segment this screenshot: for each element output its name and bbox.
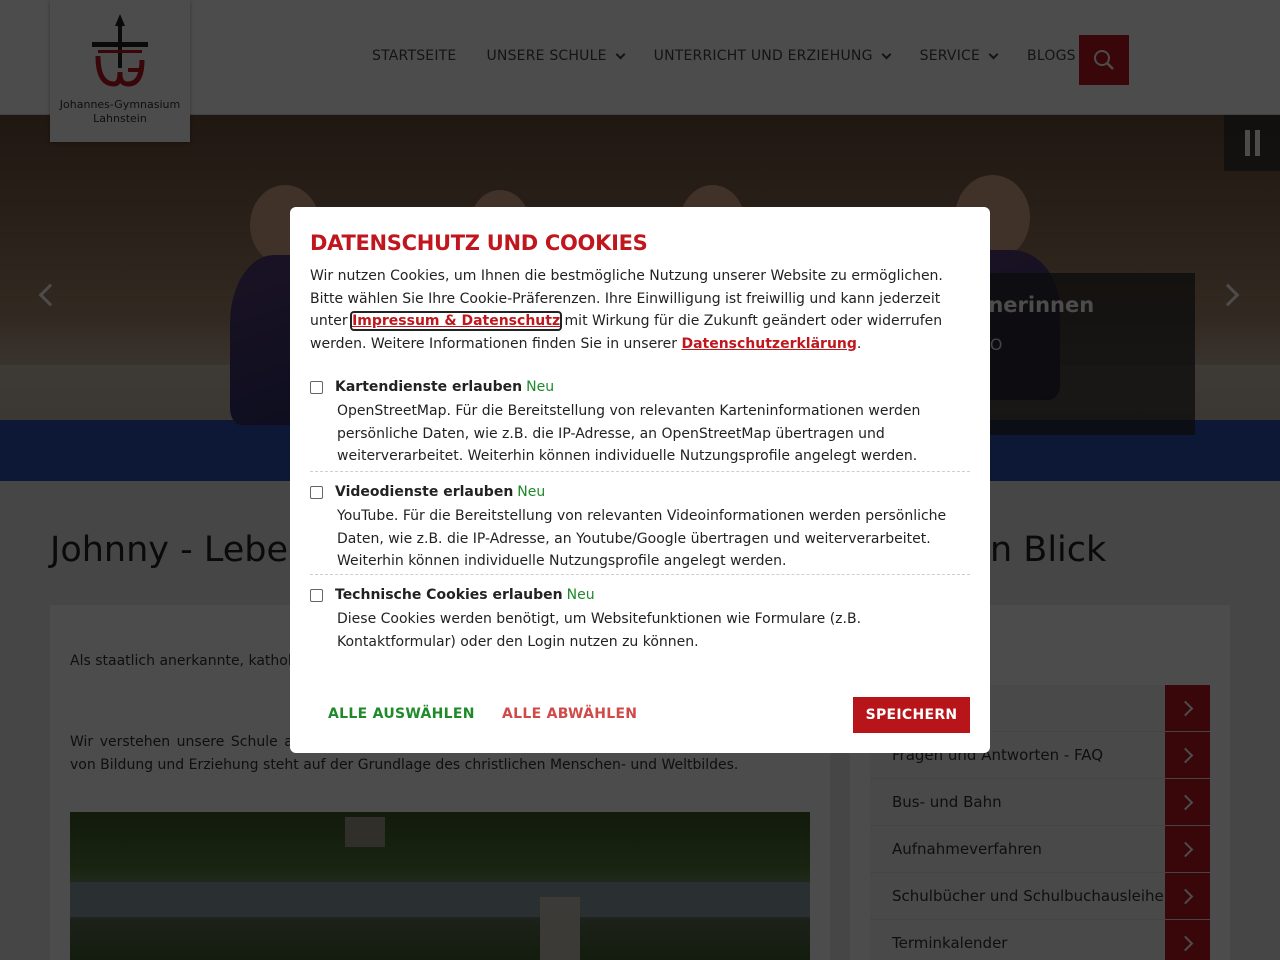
cookie-consent-dialog bbox=[290, 207, 990, 753]
cookie-dialog-intro: Wir nutzen Cookies, um Ihnen die bestmögliche Nutzung unserer Website zu ermöglichen. Bitte wählen Sie Ihre Cookie-Präferenzen. Ihre Einwilligung ist freiwillig und kann jederzeit unter Impressum & Datenschutz mit Wirkung für die Zukunft geändert oder widerrufen werden. Weitere Informationen finden Sie in unserer Datenschutzerklärung. bbox=[310, 268, 943, 352]
video-services-description: YouTube. Für die Bereitstellung von relevanten Videoinformationen werden persönliche Daten, wie z.B. die IP-Adresse, an Youtube/Google übertragen und weiterverarbeitet. Weiterhin können individuelle Nutzungsprofile angelegt werden. bbox=[337, 508, 947, 569]
impressum-datenschutz-link[interactable]: Impressum & Datenschutz bbox=[352, 313, 561, 329]
new-badge: Neu bbox=[517, 484, 546, 500]
video-services-checkbox[interactable] bbox=[310, 486, 323, 499]
select-all-button[interactable]: ALLE AUSWÄHLEN bbox=[328, 706, 475, 722]
technical-cookies-label[interactable]: Technische Cookies erlauben bbox=[335, 587, 563, 603]
cookie-dialog-title: DATENSCHUTZ UND COOKIES bbox=[310, 231, 648, 255]
map-services-description: OpenStreetMap. Für die Bereitstellung von relevanten Karteninformationen werden persönliche Daten, wie z.B. die IP-Adresse, an OpenStreetMap übertragen und weiterverarbeitet. Weiterhin können individuelle Nutzungsprofile angelegt werden. bbox=[337, 403, 921, 464]
datenschutzerklaerung-link[interactable]: Datenschutzerklärung bbox=[681, 335, 857, 352]
new-badge: Neu bbox=[566, 587, 595, 603]
cookie-option-map bbox=[310, 376, 970, 468]
deselect-all-button[interactable]: ALLE ABWÄHLEN bbox=[502, 706, 638, 722]
video-services-label[interactable]: Videodienste erlauben bbox=[335, 484, 514, 500]
cookie-option-video bbox=[310, 471, 970, 573]
map-services-label[interactable]: Kartendienste erlauben bbox=[335, 379, 523, 395]
cookie-option-technical bbox=[310, 574, 970, 653]
new-badge: Neu bbox=[526, 379, 555, 395]
map-services-checkbox[interactable] bbox=[310, 381, 323, 394]
technical-cookies-checkbox[interactable] bbox=[310, 589, 323, 602]
save-button[interactable]: SPEICHERN bbox=[853, 697, 970, 733]
technical-cookies-description: Diese Cookies werden benötigt, um Websitefunktionen wie Formulare (z.B. Kontaktformular) oder den Login nutzen zu können. bbox=[337, 611, 862, 650]
